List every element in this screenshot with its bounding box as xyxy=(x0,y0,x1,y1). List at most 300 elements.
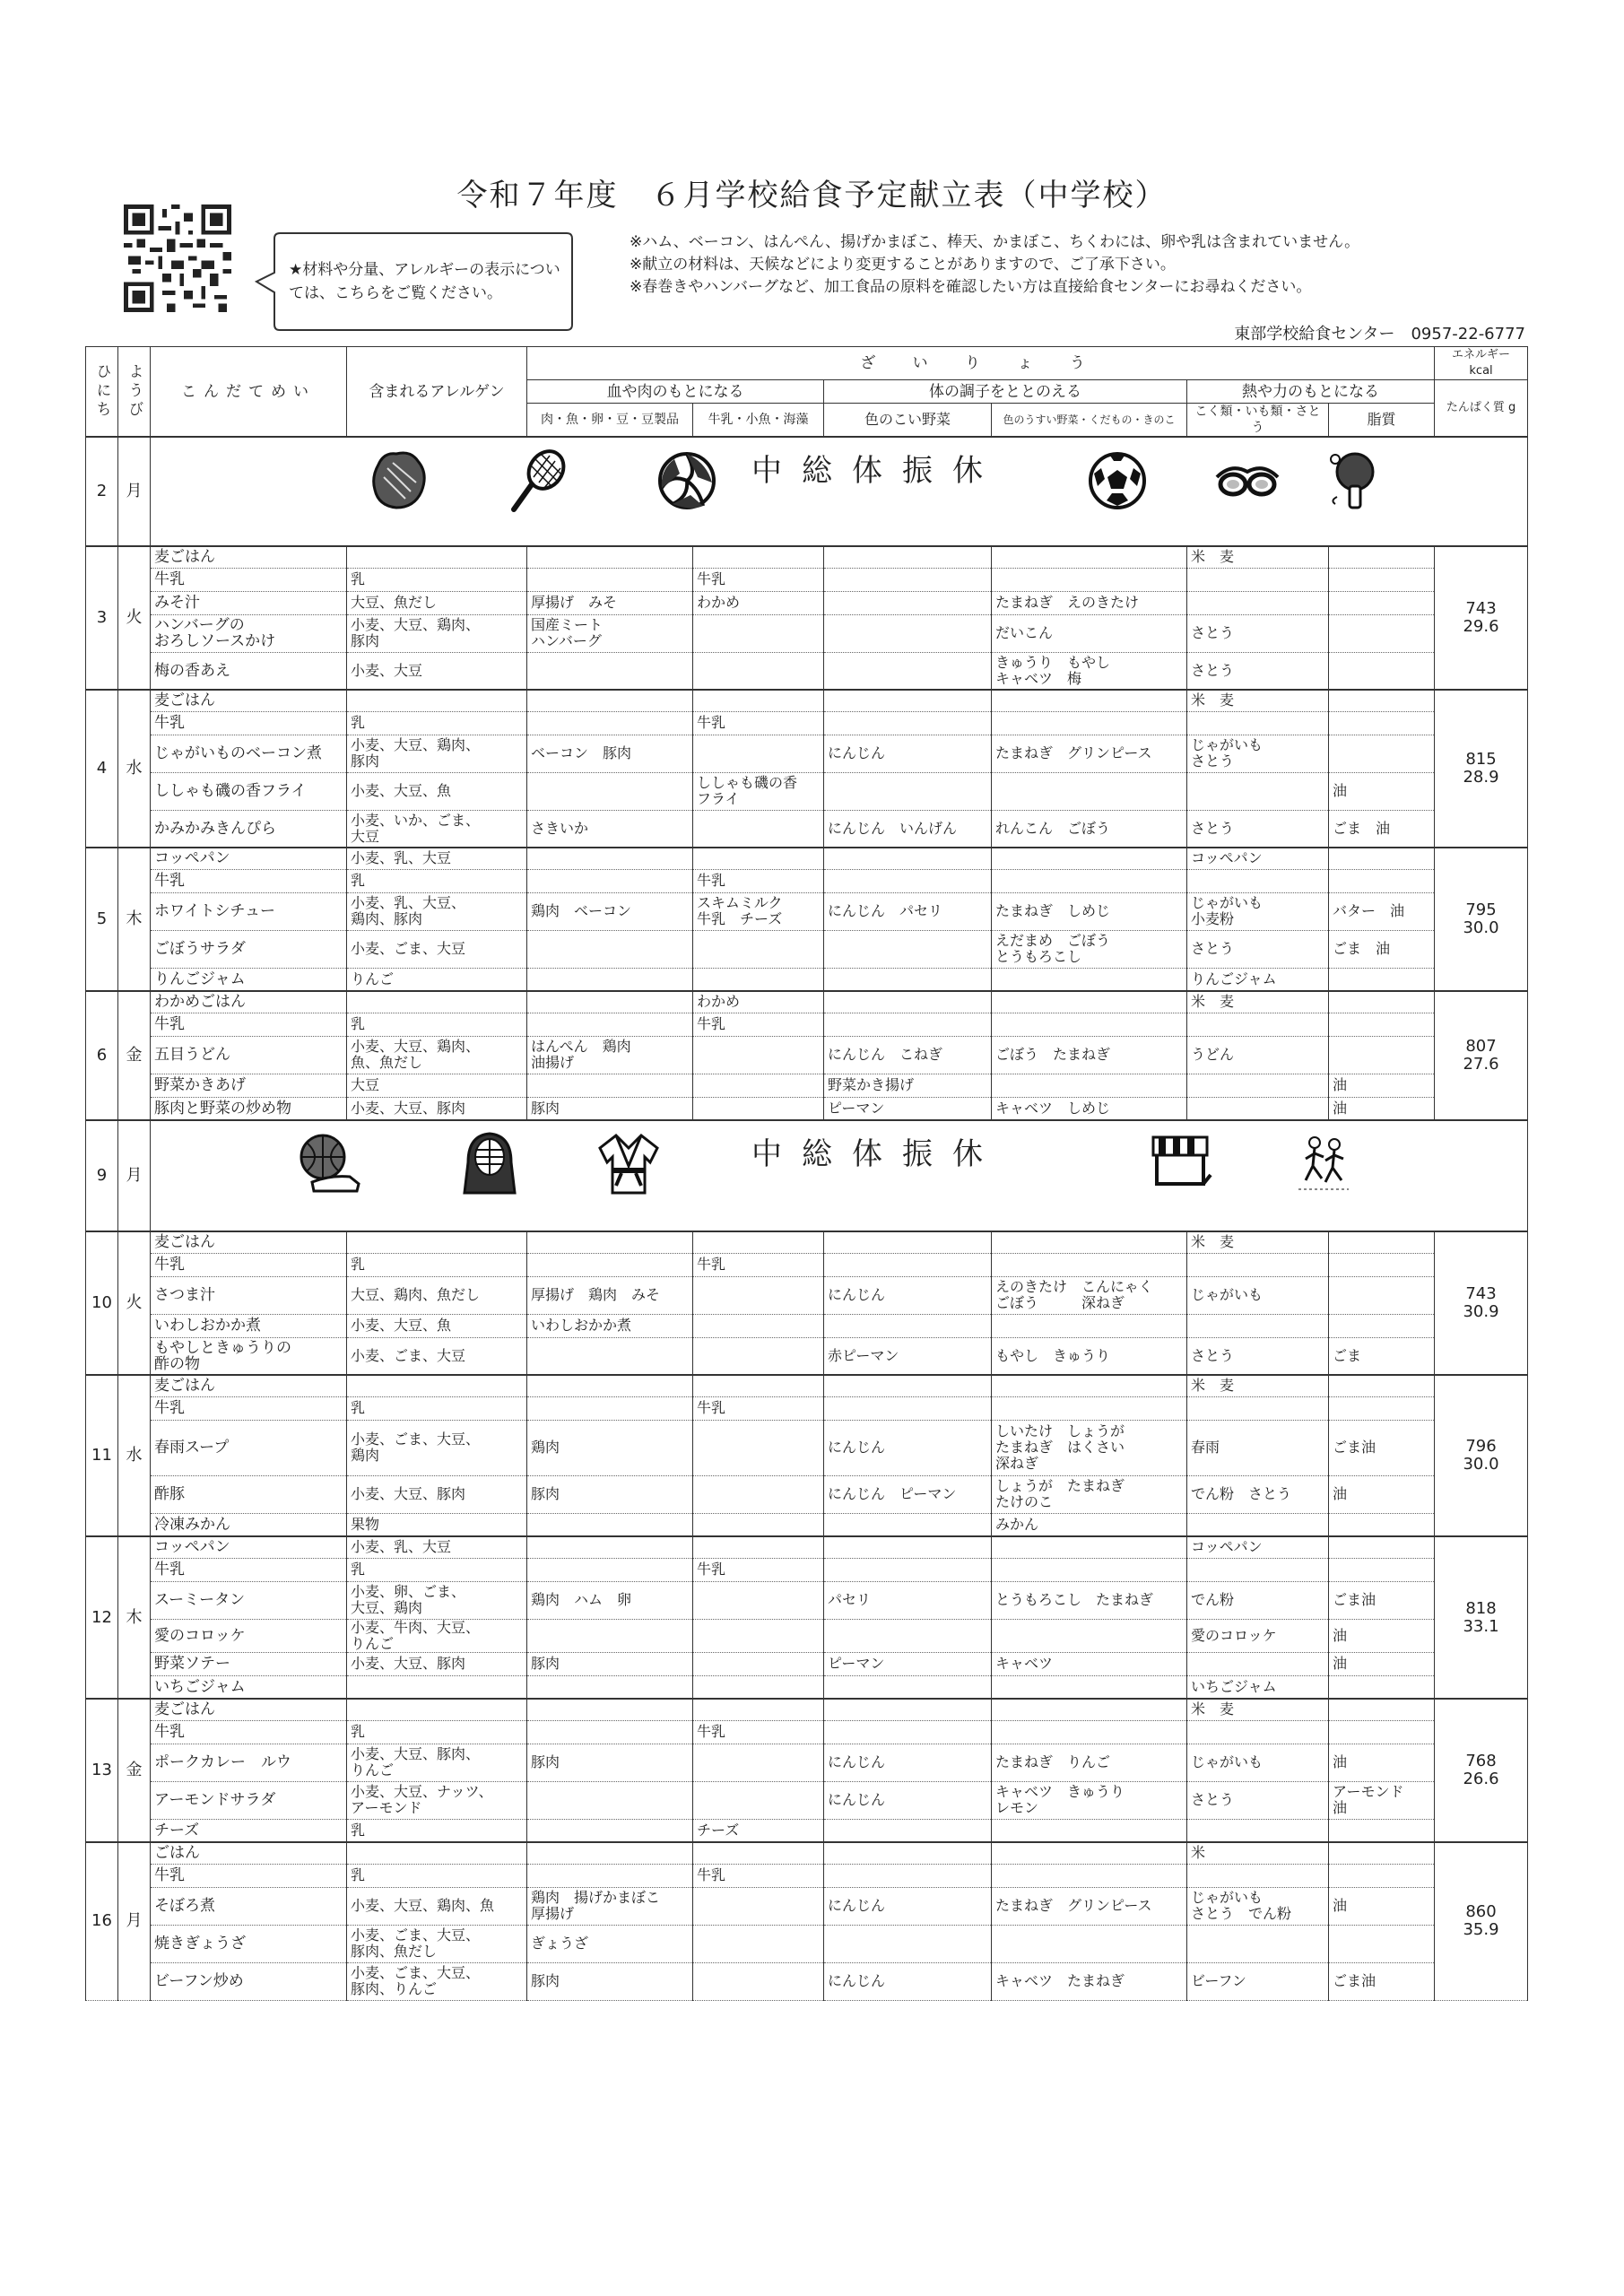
grain-sugar-cell: 米 麦 xyxy=(1187,1699,1329,1720)
light-veg-cell xyxy=(992,1013,1187,1036)
allergen-cell: 果物 xyxy=(347,1513,527,1536)
day-cell: 2 xyxy=(86,437,118,546)
menu-row xyxy=(86,1420,1528,1475)
light-veg-cell xyxy=(992,848,1187,869)
milk-seaweed-cell xyxy=(693,1314,824,1337)
grain-sugar-cell: じゃがいも xyxy=(1187,1276,1329,1314)
light-veg-cell xyxy=(992,1375,1187,1396)
fat-cell: ごま 油 xyxy=(1329,930,1435,968)
deep-veg-cell: 野菜かき揚げ xyxy=(824,1074,992,1097)
menu-item: 梅の香あえ xyxy=(151,652,347,690)
light-veg-cell: キャベツ きゅうり レモン xyxy=(992,1781,1187,1819)
day-cell: 9 xyxy=(86,1120,118,1231)
grain-sugar-cell: さとう xyxy=(1187,1781,1329,1819)
fat-cell xyxy=(1329,1013,1435,1036)
menu-item: 牛乳 xyxy=(151,568,347,591)
allergen-cell: 大豆 xyxy=(347,1074,527,1097)
fat-cell xyxy=(1329,1036,1435,1074)
menu-item: 春雨スープ xyxy=(151,1420,347,1475)
menu-row xyxy=(86,991,1528,1013)
header-group-red: 血や肉のもとになる xyxy=(527,380,824,404)
menu-item: 麦ごはん xyxy=(151,690,347,711)
grain-sugar-cell xyxy=(1187,1314,1329,1337)
meat-fish-cell xyxy=(527,1375,693,1396)
light-veg-cell xyxy=(992,1074,1187,1097)
light-veg-cell: ごぼう たまねぎ xyxy=(992,1036,1187,1074)
meat-fish-cell: 厚揚げ みそ xyxy=(527,591,693,614)
meat-fish-cell xyxy=(527,652,693,690)
menu-row xyxy=(86,1864,1528,1887)
header-protein: たんぱく質 g xyxy=(1435,380,1528,438)
menu-item: ポークカレー ルウ xyxy=(151,1744,347,1781)
menu-item: ごはん xyxy=(151,1842,347,1864)
milk-seaweed-cell xyxy=(693,546,824,568)
milk-seaweed-cell xyxy=(693,1699,824,1720)
meat-fish-cell: いわしおかか煮 xyxy=(527,1314,693,1337)
day-cell: 3 xyxy=(86,546,118,690)
milk-seaweed-cell xyxy=(693,1962,824,2000)
grain-sugar-cell xyxy=(1187,772,1329,810)
fat-cell: 油 xyxy=(1329,1074,1435,1097)
meat-fish-cell xyxy=(527,1619,693,1652)
allergen-cell: 小麦、牛肉、大豆、 りんご xyxy=(347,1619,527,1652)
meat-fish-cell: 鶏肉 ハム 卵 xyxy=(527,1581,693,1619)
allergen-cell xyxy=(347,1375,527,1396)
menu-item: 冷凍みかん xyxy=(151,1513,347,1536)
grain-sugar-cell xyxy=(1187,1097,1329,1120)
weekday-cell: 月 xyxy=(118,1842,151,2000)
menu-item: いちごジャム xyxy=(151,1675,347,1699)
menu-item: りんごジャム xyxy=(151,968,347,991)
meat-fish-cell xyxy=(527,1337,693,1375)
fat-cell: ごま油 xyxy=(1329,1581,1435,1619)
allergen-cell: 小麦、大豆、豚肉 xyxy=(347,1652,527,1675)
menu-item: 牛乳 xyxy=(151,1013,347,1036)
header-sub-light-veg: 色のうすい野菜・くだもの・きのこ xyxy=(992,404,1187,438)
energy-value: 860 xyxy=(1465,1902,1497,1922)
milk-seaweed-cell xyxy=(693,1420,824,1475)
menu-row xyxy=(86,1675,1528,1699)
meat-fish-cell xyxy=(527,711,693,735)
menu-row xyxy=(86,1842,1528,1864)
grain-sugar-cell: さとう xyxy=(1187,614,1329,652)
header-sub-deep-veg: 色のこい野菜 xyxy=(824,404,992,438)
fat-cell xyxy=(1329,1231,1435,1253)
holiday-text: 中総体振休 xyxy=(751,453,1003,489)
volleyball-icon xyxy=(653,447,721,515)
light-veg-cell xyxy=(992,1842,1187,1864)
allergen-cell: 乳 xyxy=(347,568,527,591)
grain-sugar-cell: コッペパン xyxy=(1187,1536,1329,1558)
meat-fish-cell xyxy=(527,1842,693,1864)
deep-veg-cell: にんじん xyxy=(824,1420,992,1475)
allergen-cell xyxy=(347,1675,527,1699)
menu-item: みそ汁 xyxy=(151,591,347,614)
weekday-cell: 月 xyxy=(118,1120,151,1231)
deep-veg-cell: にんじん xyxy=(824,1962,992,2000)
milk-seaweed-cell xyxy=(693,1276,824,1314)
fat-cell xyxy=(1329,652,1435,690)
allergen-cell: 小麦、大豆、鶏肉、 魚、魚だし xyxy=(347,1036,527,1074)
deep-veg-cell xyxy=(824,1699,992,1720)
light-veg-cell: えだまめ ごぼう とうもろこし xyxy=(992,930,1187,968)
menu-item: 麦ごはん xyxy=(151,1699,347,1720)
milk-seaweed-cell xyxy=(693,1675,824,1699)
holiday-text: 中総体振休 xyxy=(751,1136,1003,1172)
day-cell: 16 xyxy=(86,1842,118,2000)
deep-veg-cell xyxy=(824,1558,992,1581)
grain-sugar-cell: 愛のコロッケ xyxy=(1187,1619,1329,1652)
grain-sugar-cell: 米 xyxy=(1187,1842,1329,1864)
grain-sugar-cell xyxy=(1187,1864,1329,1887)
protein-value: 30.9 xyxy=(1463,1302,1499,1321)
menu-row xyxy=(86,1619,1528,1652)
fat-cell xyxy=(1329,869,1435,892)
note-line: ※ハム、ベーコン、はんぺん、揚げかまぼこ、棒天、かまぼこ、ちくわには、卵や乳は含まれていません。 xyxy=(630,233,1360,251)
menu-item: ごぼうサラダ xyxy=(151,930,347,968)
fat-cell: ごま xyxy=(1329,1337,1435,1375)
allergen-cell: 乳 xyxy=(347,1720,527,1744)
meat-fish-cell xyxy=(527,991,693,1013)
light-veg-cell xyxy=(992,991,1187,1013)
milk-seaweed-cell: 牛乳 xyxy=(693,869,824,892)
deep-veg-cell: にんじん ピーマン xyxy=(824,1475,992,1513)
menu-body xyxy=(86,437,1528,2000)
grain-sugar-cell: じゃがいも さとう xyxy=(1187,735,1329,772)
deep-veg-cell: にんじん パセリ xyxy=(824,892,992,930)
fat-cell xyxy=(1329,1864,1435,1887)
protein-value: 35.9 xyxy=(1463,1920,1499,1940)
menu-row xyxy=(86,1581,1528,1619)
deep-veg-cell xyxy=(824,848,992,869)
milk-seaweed-cell: 牛乳 xyxy=(693,1253,824,1276)
fat-cell: 油 xyxy=(1329,1097,1435,1120)
menu-row xyxy=(86,1337,1528,1375)
menu-row xyxy=(86,930,1528,968)
light-veg-cell: えのきたけ こんにゃく ごぼう 深ねぎ xyxy=(992,1276,1187,1314)
protein-value: 30.0 xyxy=(1463,1455,1499,1474)
fat-cell: ごま油 xyxy=(1329,1420,1435,1475)
protein-value: 29.6 xyxy=(1463,617,1499,636)
menu-item: ハンバーグの おろしソースかけ xyxy=(151,614,347,652)
day-cell: 10 xyxy=(86,1231,118,1375)
light-veg-cell xyxy=(992,690,1187,711)
notes xyxy=(630,231,1359,299)
menu-item: 麦ごはん xyxy=(151,1375,347,1396)
deep-veg-cell xyxy=(824,1675,992,1699)
menu-row xyxy=(86,711,1528,735)
meat-fish-cell: 国産ミート ハンバーグ xyxy=(527,614,693,652)
milk-seaweed-cell xyxy=(693,1475,824,1513)
grain-sugar-cell xyxy=(1187,1819,1329,1842)
weekday-cell: 月 xyxy=(118,437,151,546)
fat-cell: 油 xyxy=(1329,1475,1435,1513)
menu-row xyxy=(86,1013,1528,1036)
deep-veg-cell xyxy=(824,1375,992,1396)
menu-item: 麦ごはん xyxy=(151,546,347,568)
grain-sugar-cell xyxy=(1187,1253,1329,1276)
tennis-racket-icon xyxy=(505,447,573,515)
milk-seaweed-cell xyxy=(693,1887,824,1925)
baseball-glove-icon xyxy=(366,447,434,515)
weekday-cell: 木 xyxy=(118,1536,151,1699)
header-ingredients: ざ い り ょ う xyxy=(527,347,1435,380)
deep-veg-cell xyxy=(824,1513,992,1536)
meat-fish-cell: さきいか xyxy=(527,810,693,848)
light-veg-cell xyxy=(992,1925,1187,1962)
menu-item: いわしおかか煮 xyxy=(151,1314,347,1337)
light-veg-cell xyxy=(992,1231,1187,1253)
deep-veg-cell xyxy=(824,930,992,968)
menu-item: 愛のコロッケ xyxy=(151,1619,347,1652)
light-veg-cell: とうもろこし たまねぎ xyxy=(992,1581,1187,1619)
grain-sugar-cell xyxy=(1187,568,1329,591)
meat-fish-cell: はんぺん 鶏肉 油揚げ xyxy=(527,1036,693,1074)
menu-row xyxy=(86,1652,1528,1675)
menu-row xyxy=(86,652,1528,690)
fat-cell xyxy=(1329,1375,1435,1396)
light-veg-cell: キャベツ たまねぎ xyxy=(992,1962,1187,2000)
deep-veg-cell xyxy=(824,968,992,991)
allergen-cell: 乳 xyxy=(347,1013,527,1036)
holiday-row xyxy=(86,437,1528,546)
callout-text: ★材料や分量、アレルギーの表示については、こちらをご覧ください。 xyxy=(289,261,560,302)
grain-sugar-cell: うどん xyxy=(1187,1036,1329,1074)
grain-sugar-cell: さとう xyxy=(1187,810,1329,848)
fat-cell: アーモンド 油 xyxy=(1329,1781,1435,1819)
fat-cell xyxy=(1329,848,1435,869)
meat-fish-cell xyxy=(527,1231,693,1253)
menu-item: ビーフン炒め xyxy=(151,1962,347,2000)
fat-cell xyxy=(1329,1558,1435,1581)
header-sub-meat: 肉・魚・卵・豆・豆製品 xyxy=(527,404,693,438)
allergen-cell: 小麦、ごま、大豆、 豚肉、魚だし xyxy=(347,1925,527,1962)
grain-sugar-cell: じゃがいも さとう でん粉 xyxy=(1187,1887,1329,1925)
deep-veg-cell xyxy=(824,711,992,735)
menu-item: 五目うどん xyxy=(151,1036,347,1074)
grain-sugar-cell: 米 麦 xyxy=(1187,991,1329,1013)
meat-fish-cell xyxy=(527,568,693,591)
menu-item: 焼きぎょうざ xyxy=(151,1925,347,1962)
allergen-cell: 小麦、大豆 xyxy=(347,652,527,690)
fat-cell xyxy=(1329,968,1435,991)
meat-fish-cell xyxy=(527,1819,693,1842)
fat-cell xyxy=(1329,1925,1435,1962)
deep-veg-cell xyxy=(824,1253,992,1276)
deep-veg-cell xyxy=(824,591,992,614)
grain-sugar-cell: いちごジャム xyxy=(1187,1675,1329,1699)
holiday-banner xyxy=(151,437,1528,546)
menu-item: コッペパン xyxy=(151,848,347,869)
note-line: ※献立の材料は、天候などにより変更することがありますので、ご了承下さい。 xyxy=(630,256,1176,274)
weekday-cell: 火 xyxy=(118,546,151,690)
menu-row xyxy=(86,1558,1528,1581)
meat-fish-cell xyxy=(527,1513,693,1536)
grain-sugar-cell xyxy=(1187,711,1329,735)
grain-sugar-cell xyxy=(1187,591,1329,614)
meat-fish-cell xyxy=(527,546,693,568)
meat-fish-cell: 鶏肉 xyxy=(527,1420,693,1475)
weekday-cell: 金 xyxy=(118,991,151,1120)
menu-item: 牛乳 xyxy=(151,1253,347,1276)
light-veg-cell xyxy=(992,546,1187,568)
milk-seaweed-cell xyxy=(693,1925,824,1962)
menu-row xyxy=(86,1396,1528,1420)
deep-veg-cell xyxy=(824,614,992,652)
allergen-cell: 小麦、ごま、大豆、 豚肉、りんご xyxy=(347,1962,527,2000)
meat-fish-cell: 鶏肉 ベーコン xyxy=(527,892,693,930)
allergen-cell: 小麦、乳、大豆、 鶏肉、豚肉 xyxy=(347,892,527,930)
milk-seaweed-cell xyxy=(693,968,824,991)
allergen-cell: 乳 xyxy=(347,711,527,735)
meat-fish-cell: 厚揚げ 鶏肉 みそ xyxy=(527,1276,693,1314)
meat-fish-cell xyxy=(527,1781,693,1819)
allergen-cell: 小麦、ごま、大豆 xyxy=(347,930,527,968)
holiday-banner xyxy=(151,1120,1528,1231)
grain-sugar-cell: ビーフン xyxy=(1187,1962,1329,2000)
allergen-cell: 乳 xyxy=(347,1819,527,1842)
header-day: ひにち xyxy=(86,347,118,438)
note-line: ※春巻きやハンバーグなど、加工食品の原料を確認したい方は直接給食センターにお尋ねください。 xyxy=(630,278,1312,296)
nutrition-cell xyxy=(1435,546,1528,690)
menu-item: スーミータン xyxy=(151,1581,347,1619)
fat-cell xyxy=(1329,614,1435,652)
milk-seaweed-cell: ししゃも磯の香 フライ xyxy=(693,772,824,810)
menu-row xyxy=(86,568,1528,591)
milk-seaweed-cell: 牛乳 xyxy=(693,1720,824,1744)
fat-cell xyxy=(1329,1842,1435,1864)
fat-cell xyxy=(1329,690,1435,711)
allergen-cell: 乳 xyxy=(347,1558,527,1581)
meat-fish-cell xyxy=(527,1074,693,1097)
menu-item: さつま汁 xyxy=(151,1276,347,1314)
fat-cell xyxy=(1329,546,1435,568)
contact-info: 東部学校給食センター 0957-22-6777 xyxy=(1234,325,1525,344)
allergen-cell: 大豆、魚だし xyxy=(347,591,527,614)
milk-seaweed-cell: 牛乳 xyxy=(693,568,824,591)
deep-veg-cell xyxy=(824,1536,992,1558)
allergen-cell: 小麦、大豆、魚 xyxy=(347,1314,527,1337)
milk-seaweed-cell xyxy=(693,1375,824,1396)
milk-seaweed-cell: わかめ xyxy=(693,991,824,1013)
meat-fish-cell: ベーコン 豚肉 xyxy=(527,735,693,772)
milk-seaweed-cell: チーズ xyxy=(693,1819,824,1842)
menu-item: 野菜ソテー xyxy=(151,1652,347,1675)
meat-fish-cell: ぎょうざ xyxy=(527,1925,693,1962)
menu-row xyxy=(86,614,1528,652)
milk-seaweed-cell xyxy=(693,1097,824,1120)
energy-value: 818 xyxy=(1465,1598,1497,1618)
menu-item: かみかみきんぴら xyxy=(151,810,347,848)
milk-seaweed-cell xyxy=(693,1036,824,1074)
day-cell: 13 xyxy=(86,1699,118,1842)
milk-seaweed-cell xyxy=(693,652,824,690)
fat-cell xyxy=(1329,591,1435,614)
menu-item: 野菜かきあげ xyxy=(151,1074,347,1097)
deep-veg-cell: にんじん xyxy=(824,1276,992,1314)
menu-row xyxy=(86,968,1528,991)
light-veg-cell xyxy=(992,1720,1187,1744)
nutrition-cell xyxy=(1435,991,1528,1120)
meat-fish-cell xyxy=(527,1396,693,1420)
nutrition-cell xyxy=(1435,1375,1528,1536)
light-veg-cell xyxy=(992,711,1187,735)
deep-veg-cell: にんじん こねぎ xyxy=(824,1036,992,1074)
qr-code-icon[interactable] xyxy=(124,204,231,312)
menu-item: チーズ xyxy=(151,1819,347,1842)
menu-row xyxy=(86,1375,1528,1396)
meat-fish-cell: 鶏肉 揚げかまぼこ 厚揚げ xyxy=(527,1887,693,1925)
grain-sugar-cell: 春雨 xyxy=(1187,1420,1329,1475)
grain-sugar-cell: さとう xyxy=(1187,930,1329,968)
meat-fish-cell xyxy=(527,690,693,711)
light-veg-cell xyxy=(992,1699,1187,1720)
header-group-green: 体の調子をととのえる xyxy=(824,380,1187,404)
allergen-cell xyxy=(347,690,527,711)
light-veg-cell xyxy=(992,1819,1187,1842)
day-cell: 5 xyxy=(86,848,118,991)
fat-cell xyxy=(1329,1819,1435,1842)
light-veg-cell: キャベツ しめじ xyxy=(992,1097,1187,1120)
light-veg-cell xyxy=(992,1619,1187,1652)
grain-sugar-cell xyxy=(1187,1925,1329,1962)
deep-veg-cell: ピーマン xyxy=(824,1652,992,1675)
deep-veg-cell: にんじん いんげん xyxy=(824,810,992,848)
milk-seaweed-cell xyxy=(693,614,824,652)
menu-row xyxy=(86,1925,1528,1962)
light-veg-cell: きゅうり もやし キャベツ 梅 xyxy=(992,652,1187,690)
deep-veg-cell: パセリ xyxy=(824,1581,992,1619)
hurdle-icon xyxy=(1146,1130,1214,1198)
deep-veg-cell: にんじん xyxy=(824,1781,992,1819)
deep-veg-cell: にんじん xyxy=(824,1744,992,1781)
grain-sugar-cell xyxy=(1187,1513,1329,1536)
menu-row xyxy=(86,892,1528,930)
milk-seaweed-cell xyxy=(693,1619,824,1652)
allergen-cell: 小麦、ごま、大豆 xyxy=(347,1337,527,1375)
header-sub-fat: 脂質 xyxy=(1329,404,1435,438)
menu-row xyxy=(86,1962,1528,2000)
menu-item: ホワイトシチュー xyxy=(151,892,347,930)
menu-item: 牛乳 xyxy=(151,711,347,735)
energy-value: 743 xyxy=(1465,1284,1497,1303)
deep-veg-cell xyxy=(824,652,992,690)
milk-seaweed-cell xyxy=(693,848,824,869)
grain-sugar-cell: コッペパン xyxy=(1187,848,1329,869)
light-veg-cell: たまねぎ りんご xyxy=(992,1744,1187,1781)
meat-fish-cell xyxy=(527,1253,693,1276)
grain-sugar-cell xyxy=(1187,1652,1329,1675)
header-weekday: ようび xyxy=(118,347,151,438)
fat-cell xyxy=(1329,568,1435,591)
milk-seaweed-cell xyxy=(693,930,824,968)
menu-row xyxy=(86,1475,1528,1513)
milk-seaweed-cell: 牛乳 xyxy=(693,1396,824,1420)
meat-fish-cell: 豚肉 xyxy=(527,1744,693,1781)
milk-seaweed-cell xyxy=(693,1231,824,1253)
deep-veg-cell xyxy=(824,1396,992,1420)
menu-item: わかめごはん xyxy=(151,991,347,1013)
holiday-row xyxy=(86,1120,1528,1231)
meat-fish-cell xyxy=(527,772,693,810)
meat-fish-cell xyxy=(527,869,693,892)
milk-seaweed-cell xyxy=(693,1744,824,1781)
light-veg-cell xyxy=(992,1558,1187,1581)
grain-sugar-cell: さとう xyxy=(1187,652,1329,690)
runners-icon xyxy=(1290,1130,1358,1198)
deep-veg-cell xyxy=(824,690,992,711)
menu-item: 牛乳 xyxy=(151,1558,347,1581)
